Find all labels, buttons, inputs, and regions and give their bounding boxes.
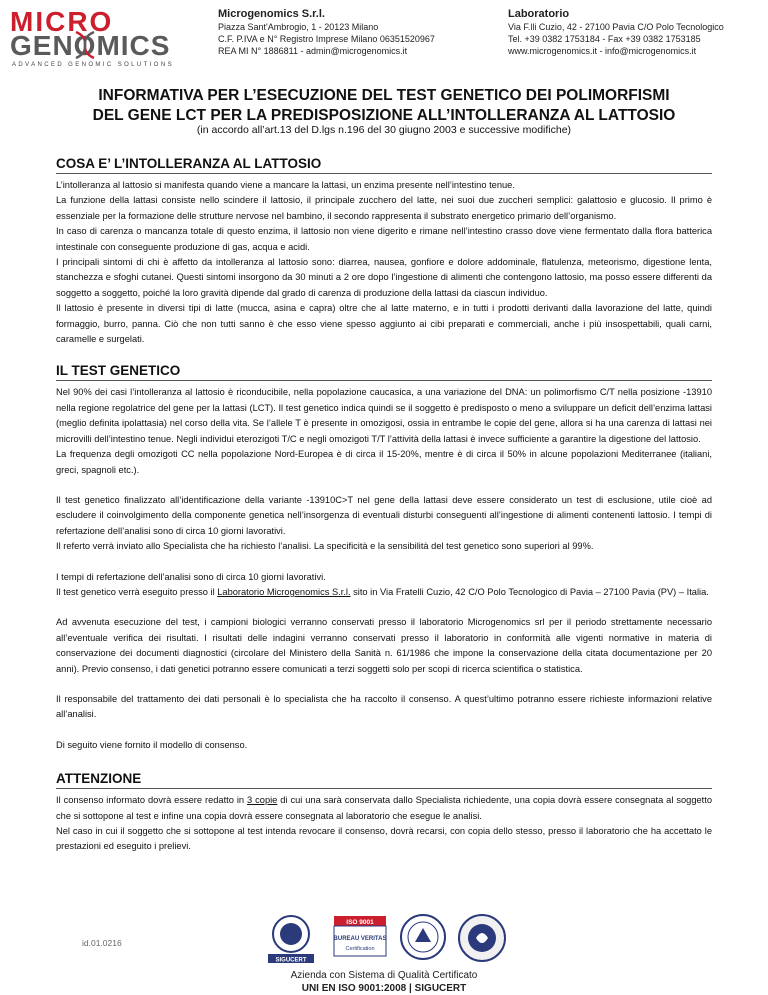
paragraph: La funzione della lattasi consiste nello scindere il lattosio, il principale zucchero del latte, nei suoi due zuccheri semplici: galattosio e glucosio. Il primo è essenziale per la formazione delle strutture nervose nel bambino, il secondo rappresenta il substrato energetico primario dell’organismo.: [56, 195, 712, 221]
paragraph: I tempi di refertazione dell’analisi sono di circa 10 giorni lavorativi.: [56, 571, 326, 582]
lab-info: [508, 8, 768, 57]
paragraph: La frequenza degli omozigoti CC nella popolazione Nord-Europea è di circa il 15-20%, mentre è di circa il 50% in alcune popolazioni Mediterranee (italiani, greci, spagnoli etc.).: [56, 449, 712, 475]
paragraph: Nel caso in cui il soggetto che si sottopone al test intenda revocare il consenso, dovrà recarsi, con copia dello stesso, presso il laboratorio che ha accettato le prestazioni ed eseguito i prelievi.: [56, 826, 712, 852]
company-name: Microgenomics S.r.l.: [218, 8, 325, 20]
title-line-1: INFORMATIVA PER L’ESECUZIONE DEL TEST GENETICO DEI POLIMORFISMI: [98, 87, 670, 104]
title-line-2: DEL GENE LCT PER LA PREDISPOSIZIONE ALL’INTOLLERANZA AL LATTOSIO: [92, 107, 676, 124]
paragraph: L’intolleranza al lattosio si manifesta quando viene a mancare la lattasi, un enzima presente nell’intestino tenue.: [56, 180, 515, 190]
paragraph: Ad avvenuta esecuzione del test, i campioni biologici verranno conservati presso il laboratorio Microgenomics srl per il periodo strettamente necessario all’eventuale verifica dei risultati. I risultati delle indagini verranno conservati presso il laboratorio in conformità alle vigenti normative in materia di conservazione dei documenti diagnostici (circolare del Ministero della Sanità n. 61/1986 che impone la conservazione della citata documentazione per 20 anni). Previo consenso, i dati genetici potranno essere comunicati a terzi soggetti solo per scopi di ricerca scientifica o statistica.: [56, 617, 712, 674]
text-span: Il test genetico verrà eseguito presso il: [56, 586, 218, 597]
certification-footer: [0, 908, 768, 994]
logo-tagline: ADVANCED GENOMIC SOLUTIONS: [12, 62, 174, 68]
company-address: Piazza Sant'Ambrogio, 1 - 20123 Milano: [218, 22, 379, 32]
paragraph-lab-location: [56, 585, 712, 600]
logo-word-bottom: GENOMICS: [10, 30, 171, 61]
company-info: [218, 8, 508, 57]
section-heading-genetic-test: IL TEST GENETICO: [56, 363, 712, 381]
certification-statement: [200, 969, 568, 995]
company-logo: [10, 6, 200, 70]
cert-label: BUREAU VERITAS: [333, 936, 387, 942]
cert-label: SIGUCERT: [275, 957, 307, 964]
sigucert-seal-icon: [266, 912, 316, 964]
accredia-seal-icon: [456, 912, 508, 964]
certification-seal-icon: [398, 912, 448, 964]
cert-label: ISO 9001: [346, 919, 374, 926]
section-heading-attention: ATTENZIONE: [56, 771, 712, 789]
paragraph: Il test genetico finalizzato all’identificazione della variante -13910C>T nel gene della lattasi deve essere considerato un test di esclusione, utile cioè ad escludere il coinvolgimento della componente genetica nell’insorgenza di eventuali disturbi conseguenti all’ingestione di alimenti contenenti lattosio. I tempi di refertazione dell’analisi sono di circa 10 giorni lavorativi.: [56, 494, 712, 536]
lab-name: Laboratorio: [508, 8, 570, 20]
document-body: [56, 150, 712, 855]
bureau-veritas-badge-icon: [332, 912, 388, 964]
copies-count-underlined: 3 copie: [247, 795, 278, 806]
section-heading-intolerance: COSA E’ L’INTOLLERANZA AL LATTOSIO: [56, 156, 712, 174]
lab-phone: Tel. +39 0382 1753184 - Fax +39 0382 1753185: [508, 34, 701, 44]
title-legal-note: (in accordo all’art.13 del D.lgs n.196 del 30 giugno 2003 e successive modifiche): [196, 124, 572, 136]
paragraph: I principali sintomi di chi è affetto da intolleranza al lattosio sono: diarrea, nausea, gonfiore e dolore addominale, flatulenza, meteorismo, digestione lenta, stanchezza e sfoghi cutanei. Questi sintomi insorgono da 30 minuti a 2 ore dopo l’ingestione di alimenti che contengono lattosio, ma posso essere differenti da soggetto a soggetto, poiché la loro gravità dipende dal grado di carenza di produzione della lattasi da ciascun individuo.: [56, 257, 712, 298]
paragraph: Il referto verrà inviato allo Specialista che ha richiesto l’analisi. La specificità e la sensibilità del test genetico sono superiori al 99%.: [56, 541, 594, 552]
lab-address: Via F.lli Cuzio, 42 - 27100 Pavia C/O Polo Tecnologico: [508, 22, 724, 32]
letterhead: [0, 0, 768, 78]
text-span: sito in Via Fratelli Cuzio, 42 C/O Polo Tecnologico di Pavia – 27100 Pavia (PV) – Italia.: [350, 586, 709, 597]
paragraph-copies: [56, 793, 712, 824]
document-title: [40, 86, 728, 126]
paragraph: Nel 90% dei casi l’intolleranza al lattosio è riconducibile, nella popolazione caucasica, a una variazione del DNA: un polimorfismo C/T nella posizione -13910 nella regione regolatrice del gene per la lattasi (LCT). Il test genetico indica quindi se il soggetto è predisposto o meno a sviluppare un deficit dell’enzima lattasi (meglio definita ipolattasia) nel corso della vita. Se l’allele T è presente in omozigosi, ossia in entrambe le copie del gene, allora si ha una carenza di lattasi nei microvilli dell’intestino tenue. Negli individui eterozigoti T/C e negli omozigoti T/T l’attività della lattasi è invece sufficiente a garantire la digestione del lattosio.: [56, 387, 712, 444]
logo-word-top: MICRO: [10, 6, 114, 37]
certification-standard: UNI EN ISO 9001:2008 | SIGUCERT: [301, 983, 467, 994]
cert-label: Certification: [345, 946, 375, 952]
lab-name-underlined: Laboratorio Microgenomics S.r.l.: [217, 586, 351, 597]
paragraph: In caso di carenza o mancanza totale di questo enzima, il lattosio non viene digerito e rimane nell’intestino crasso dove viene fermentato dalla flora batterica intestinale con conseguente produzione di gas, acqua e acidi.: [56, 226, 712, 252]
paragraph: Di seguito viene fornito il modello di consenso.: [56, 739, 248, 750]
company-rea: REA MI N° 1886811 - admin@microgenomics.it: [218, 46, 408, 56]
text-span: Il consenso informato dovrà essere redatto in: [56, 795, 248, 806]
paragraph: Il responsabile del trattamento dei dati personali è lo specialista che ha raccolto il consenso. A quest’ultimo potranno essere richieste informazioni relative all’analisi.: [56, 693, 712, 720]
paragraph: Il lattosio è presente in diversi tipi di latte (mucca, asina e capra) oltre che al latte materno, e in tutti i prodotti derivanti dalla lavorazione del latte, quindi formaggio, burro, panna. Ciò che non tutti sanno è che esso viene spesso aggiunto ai cibi preparati e commerciali, anche i più insospettabili, quali carni, caramelle e surgelati.: [56, 303, 712, 345]
company-fiscal: C.F. P.IVA e N° Registro Imprese Milano 06351520967: [218, 34, 435, 44]
certification-line: Azienda con Sistema di Qualità Certificato: [290, 970, 478, 981]
dna-helix-icon: [70, 30, 100, 60]
document-id: id.01.0216: [82, 938, 122, 948]
lab-web: www.microgenomics.it - info@microgenomics.it: [508, 46, 697, 56]
text-span: di cui una sarà conservata dallo Specialista richiedente, una copia dovrà essere consegnata al soggetto che si sottopone al test e infine una copia dovrà essere consegnata al laboratorio che esegue le analisi.: [56, 795, 712, 821]
